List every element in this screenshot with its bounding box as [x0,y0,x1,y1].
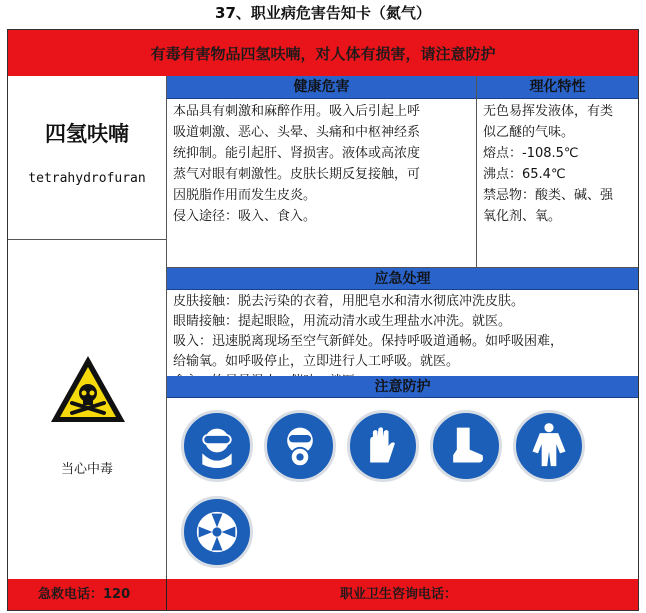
properties-header: 理化特性 [477,76,638,99]
properties-text [477,99,638,267]
text-line: 禁忌物：酸类、碱、强 [483,188,614,203]
hazard-notice-card [7,29,639,611]
substance-name-en: tetrahydrofuran [28,171,146,186]
text-line: 统抑制。能引起肝、肾损害。液体或高浓度 [173,146,421,161]
text-line: 吸道刺激、恶心、头晕、头痛和中枢神经系 [173,125,421,140]
emergency-phone: 急救电话：120 [38,587,131,602]
text-line: 氧化剂、氧。 [483,209,562,224]
text-line: 因脱脂作用而发生皮炎。 [173,188,317,203]
consult-phone: 职业卫生咨询电话： [340,587,458,602]
protection-signs [167,398,638,579]
text-line: 沸点：65.4℃ [483,167,566,182]
text-line: 给输氧。如呼吸停止，立即进行人工呼吸。就医。 [173,354,460,369]
gloves-icon [347,410,419,482]
protection-header: 注意防护 [167,376,638,398]
protective-suit-icon [513,410,585,482]
warning-banner: 有毒有害物品四氢呋喃，对人体有损害，请注意防护 [8,30,638,76]
text-line: 侵入途径：吸入、食入。 [173,209,317,224]
text-line: 本品具有刺激和麻醉作用。吸入后引起上呼 [173,104,421,119]
gas-mask-icon [264,410,336,482]
text-line: 皮肤接触：脱去污染的衣着，用肥皂水和清水彻底冲洗皮肤。 [173,294,525,309]
text-line: 熔点：-108.5℃ [483,146,579,161]
emergency-header: 应急处理 [167,268,638,290]
health-hazard-header: 健康危害 [167,76,476,99]
emergency-text [167,290,638,376]
text-line: 似乙醚的气味。 [483,125,575,140]
text-line: 眼睛接触：提起眼睑，用流动清水或生理盐水冲洗。就医。 [173,314,512,329]
boots-icon [430,410,502,482]
ventilation-fan-icon [181,496,253,568]
text-line: 无色易挥发液体，有类 [483,104,614,119]
warning-label: 当心中毒 [60,462,113,477]
toxic-skull-icon [48,353,128,425]
substance-name-cn: 四氢呋喃 [45,121,129,146]
goggles-icon [181,410,253,482]
text-line: 吸入：迅速脱离现场至空气新鲜处。保持呼吸道通畅。如呼吸困难， [173,334,564,349]
footer-bar [8,579,638,610]
health-hazard-text [167,99,476,267]
divider [166,579,167,610]
divider [8,239,166,240]
text-line: 蒸气对眼有刺激性。皮肤长期反复接触，可 [173,167,421,182]
card-caption: 37、职业病危害告知卡（氮气） [215,4,431,22]
